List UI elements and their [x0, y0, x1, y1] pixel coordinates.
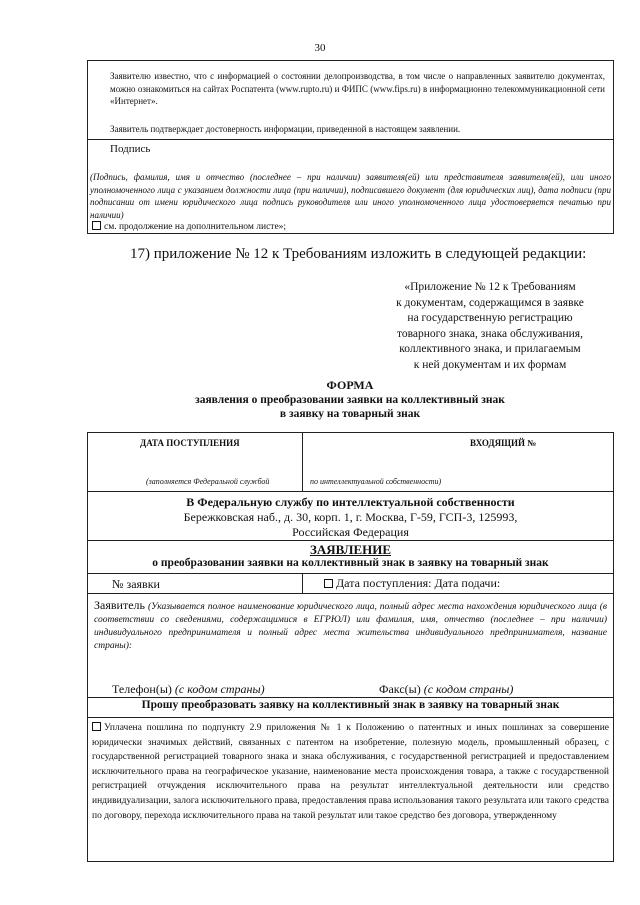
applicant-field [94, 599, 607, 653]
form-subtitle-1: заявления о преобразовании заявки на коллективный знак [195, 394, 505, 406]
request-text: Прошу преобразовать заявку на коллективный знак в заявку на товарный знак [141, 699, 560, 711]
addressee: В Федеральную службу по интеллектуальной собственности [186, 495, 515, 509]
signature-note: (Подпись, фамилия, имя и отчество (последнее – при наличии) заявителя(ей) или представителя заявителя(ей), или иного уполномоченного лица с указанием должности лица (при наличии), подписавшего документ (для юридических лиц), дата подписи (при подписании от имени юридического лица подпись руководителя или иного уполномоченного лица удостоверяется печатью при наличии) [90, 172, 611, 220]
phone-field [112, 682, 265, 697]
appendix-heading [370, 280, 610, 373]
fax-note: (с кодом страны) [423, 682, 514, 696]
checkbox-icon[interactable] [92, 221, 101, 230]
appendix-line: к документам, содержащимся в заявке [396, 296, 584, 309]
phone-label: Телефон(ы) [112, 682, 172, 696]
notice-text: Заявителю известно, что с информацией о состоянии делопроизводства, в том числе о направленных заявителю документах, можно ознакомиться на сайтах Роспатента (www.rupto.ru) и ФИПС (www.fips.ru) в информационно телекоммуникационной сети «Интернет». [110, 71, 605, 106]
fax-label: Факс(ы) [379, 682, 421, 696]
statement-title: ЗАЯВЛЕНИЕ [309, 542, 392, 557]
page-number: 30 [314, 42, 326, 54]
application-form-table [87, 432, 614, 862]
appendix-line: коллективного знака, и прилагаемым [399, 343, 581, 355]
appendix-line: товарного знака, знака обслуживания, [397, 327, 583, 340]
fee-text: Уплачена пошлина по подпункту 2.9 приложения № 1 к Положению о патентных и иных пошлинах за совершение юридически значимых действий, связанных с патентом на изобретение, полезную модель, промышленный образец, с государственной регистрацией товарного знака и знака обслуживания, с государственной регистрацией и предоставлением исключительного права на географическое указание, наименование места происхождения товара, а также с государственной регистрацией отчуждения исключительного права на результат интеллектуальной деятельности или средство индивидуализации, залога исключительного права, предоставления права использования такого результата или такого средства по договору, перехода исключительного права на такой результат или такое средство без договора, утвержденному [92, 723, 609, 821]
signature-box [87, 60, 614, 234]
statement-subtitle: о преобразовании заявки на коллективный знак в заявку на товарный знак [152, 557, 549, 569]
filled-by-note: (заполняется Федеральной службой [146, 477, 270, 486]
notice-block [88, 61, 613, 140]
filled-by-note: по интеллектуальной собственности) [310, 477, 442, 486]
appendix-line: к ней документам и их формам [413, 358, 567, 371]
receipt-date-label: ДАТА ПОСТУПЛЕНИЯ [140, 438, 240, 448]
item-17: 17) приложение № 12 к Требованиям изложить в следующей редакции: [130, 246, 587, 262]
application-number-label: № заявки [112, 577, 160, 591]
dates-label: Дата поступления: Дата подачи: [336, 576, 501, 590]
form-subtitle-2: в заявку на товарный знак [279, 408, 421, 420]
address-line: Российская Федерация [292, 525, 409, 539]
appendix-line: «Приложение № 12 к Требованиям [404, 281, 576, 293]
applicant-label: Заявитель [94, 598, 145, 612]
fee-paragraph [92, 721, 609, 823]
signature-label: Подпись [110, 143, 151, 155]
checkbox-icon[interactable] [92, 722, 101, 731]
address-line: Бережковская наб., д. 30, корп. 1, г. Москва, Г-59, ГСП-3, 125993, [183, 510, 518, 524]
incoming-number-label: ВХОДЯЩИЙ № [470, 438, 537, 448]
applicant-note: (Указывается полное наименование юридического лица, полный адрес места нахождения юридического лица (в соответствии со сведениями, содержащимися в ЕГРЮЛ) или фамилия, имя, отчество (последнее – при наличии) индивидуального предпринимателя и полный адрес места жительства индивидуального предпринимателя, название страны): [94, 602, 607, 651]
confirmation-text: Заявитель подтверждает достоверность информации, приведенной в настоящем заявлении. [110, 124, 461, 134]
phone-note: (с кодом страны) [174, 682, 265, 696]
dates-field [324, 576, 500, 591]
continuation-text: см. продолжение на дополнительном листе»; [104, 222, 287, 232]
checkbox-icon[interactable] [324, 579, 333, 588]
continuation-line [92, 221, 286, 232]
form-title: ФОРМА [326, 378, 374, 392]
fax-field [379, 682, 513, 697]
appendix-line: на государственную регистрацию [407, 312, 573, 324]
